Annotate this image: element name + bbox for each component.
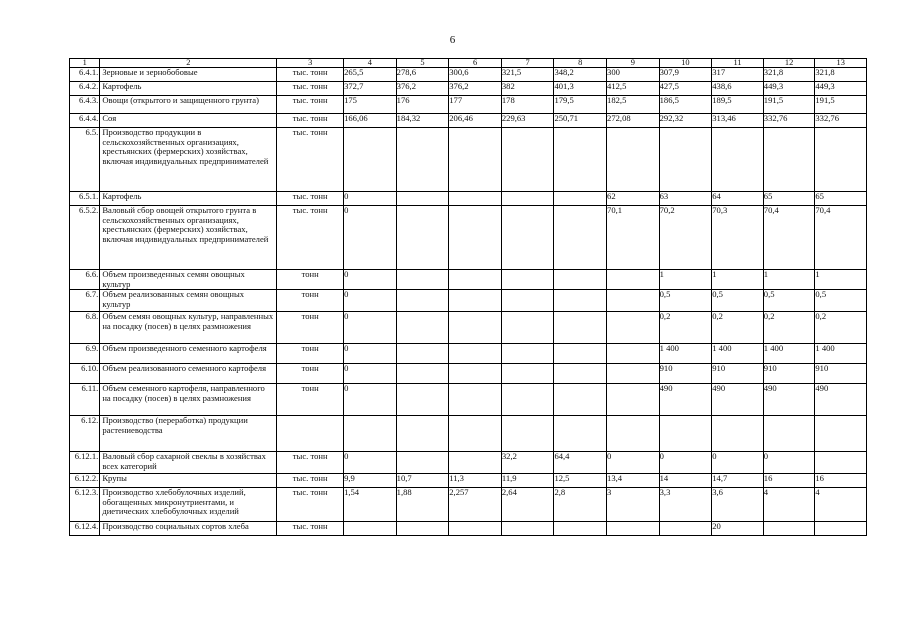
value-cell: 65 [763, 192, 815, 206]
value-cell [501, 312, 554, 344]
value-cell: 1 400 [712, 344, 764, 364]
table-row [70, 344, 867, 364]
value-cell: 0 [659, 452, 712, 474]
value-cell [396, 364, 449, 384]
value-cell [396, 128, 449, 192]
table-row [70, 68, 867, 82]
value-cell: 0 [344, 206, 397, 270]
value-cell: 321,8 [763, 68, 815, 82]
unit-cell: тонн [277, 384, 344, 416]
table-row [70, 192, 867, 206]
value-cell [344, 522, 397, 536]
column-header: 4 [344, 59, 397, 68]
table-row [70, 488, 867, 522]
value-cell [659, 128, 712, 192]
value-cell: 16 [815, 474, 867, 488]
unit-cell: тыс. тонн [277, 488, 344, 522]
value-cell: 13,4 [607, 474, 660, 488]
data-table [69, 58, 867, 536]
value-cell [659, 522, 712, 536]
value-cell: 182,5 [607, 96, 660, 114]
unit-cell: тонн [277, 344, 344, 364]
value-cell [396, 452, 449, 474]
value-cell: 278,6 [396, 68, 449, 82]
value-cell: 321,8 [815, 68, 867, 82]
value-cell: 376,2 [396, 82, 449, 96]
value-cell: 490 [763, 384, 815, 416]
row-number: 6.4.3. [70, 96, 100, 114]
value-cell: 0 [344, 312, 397, 344]
value-cell: 382 [501, 82, 554, 96]
value-cell: 0 [344, 384, 397, 416]
value-cell: 4 [815, 488, 867, 522]
value-cell: 332,76 [815, 114, 867, 128]
value-cell: 16 [763, 474, 815, 488]
value-cell [449, 384, 502, 416]
row-number: 6.9. [70, 344, 100, 364]
unit-cell: тыс. тонн [277, 206, 344, 270]
value-cell: 376,2 [449, 82, 502, 96]
value-cell [607, 270, 660, 290]
value-cell: 166,06 [344, 114, 397, 128]
value-cell [501, 270, 554, 290]
value-cell: 0 [607, 452, 660, 474]
value-cell: 321,5 [501, 68, 554, 82]
value-cell: 191,5 [763, 96, 815, 114]
value-cell: 449,3 [763, 82, 815, 96]
value-cell [449, 128, 502, 192]
column-header: 3 [277, 59, 344, 68]
column-header: 5 [396, 59, 449, 68]
indicator-name: Производство хлебобулочных изделий, обогащенных микронутриентами, и диетических хлебобулочных изделий [100, 488, 277, 522]
value-cell: 3,6 [712, 488, 764, 522]
value-cell [815, 522, 867, 536]
value-cell [396, 206, 449, 270]
value-cell: 70,4 [763, 206, 815, 270]
column-header: 2 [100, 59, 277, 68]
value-cell [501, 416, 554, 452]
value-cell [396, 344, 449, 364]
value-cell [396, 312, 449, 344]
table-row [70, 114, 867, 128]
value-cell: 0,5 [712, 290, 764, 312]
column-header: 9 [607, 59, 660, 68]
value-cell: 910 [815, 364, 867, 384]
table-row [70, 270, 867, 290]
value-cell: 0,2 [659, 312, 712, 344]
value-cell: 4 [763, 488, 815, 522]
row-number: 6.12.2. [70, 474, 100, 488]
unit-cell: тыс. тонн [277, 128, 344, 192]
value-cell: 401,3 [554, 82, 607, 96]
value-cell [344, 416, 397, 452]
value-cell [607, 128, 660, 192]
value-cell [554, 522, 607, 536]
value-cell: 2,257 [449, 488, 502, 522]
value-cell: 65 [815, 192, 867, 206]
value-cell [449, 270, 502, 290]
value-cell: 0,2 [763, 312, 815, 344]
value-cell: 20 [712, 522, 764, 536]
value-cell [396, 192, 449, 206]
row-number: 6.12. [70, 416, 100, 452]
value-cell: 229,63 [501, 114, 554, 128]
indicator-name: Крупы [100, 474, 277, 488]
value-cell [815, 452, 867, 474]
column-header: 12 [763, 59, 815, 68]
value-cell [501, 384, 554, 416]
table-row [70, 312, 867, 344]
value-cell: 186,5 [659, 96, 712, 114]
indicator-name: Объем семенного картофеля, направленного на посадку (посев) в целях размножения [100, 384, 277, 416]
value-cell [554, 290, 607, 312]
value-cell [763, 522, 815, 536]
row-number: 6.4.1. [70, 68, 100, 82]
value-cell: 0 [763, 452, 815, 474]
value-cell: 332,76 [763, 114, 815, 128]
table-row [70, 128, 867, 192]
value-cell: 0 [344, 270, 397, 290]
value-cell: 176 [396, 96, 449, 114]
value-cell [554, 312, 607, 344]
indicator-name: Картофель [100, 192, 277, 206]
value-cell: 1 [815, 270, 867, 290]
value-cell [763, 416, 815, 452]
value-cell: 70,2 [659, 206, 712, 270]
row-number: 6.10. [70, 364, 100, 384]
value-cell: 265,5 [344, 68, 397, 82]
value-cell: 307,9 [659, 68, 712, 82]
value-cell: 64 [712, 192, 764, 206]
row-number: 6.12.4. [70, 522, 100, 536]
value-cell [449, 312, 502, 344]
unit-cell: тыс. тонн [277, 68, 344, 82]
value-cell: 427,5 [659, 82, 712, 96]
table-row [70, 416, 867, 452]
value-cell: 1 400 [659, 344, 712, 364]
value-cell: 412,5 [607, 82, 660, 96]
indicator-name: Валовый сбор овощей открытого грунта в сельскохозяйственных организациях, крестьянских (фермерских) хозяйствах, включая индивидуальных предпринимателей [100, 206, 277, 270]
row-number: 6.4.4. [70, 114, 100, 128]
value-cell [449, 522, 502, 536]
value-cell [501, 364, 554, 384]
value-cell: 32,2 [501, 452, 554, 474]
value-cell: 1,88 [396, 488, 449, 522]
column-header: 13 [815, 59, 867, 68]
value-cell: 11,3 [449, 474, 502, 488]
row-number: 6.12.3. [70, 488, 100, 522]
value-cell [344, 128, 397, 192]
unit-cell: тыс. тонн [277, 522, 344, 536]
row-number: 6.7. [70, 290, 100, 312]
value-cell [449, 364, 502, 384]
indicator-name: Производство продукции в сельскохозяйственных организациях, крестьянских (фермерских) хозяйствах, включая индивидуальных предпринимателей [100, 128, 277, 192]
table-row [70, 206, 867, 270]
unit-cell [277, 416, 344, 452]
row-number: 6.5. [70, 128, 100, 192]
unit-cell: тонн [277, 364, 344, 384]
column-header: 6 [449, 59, 502, 68]
unit-cell: тыс. тонн [277, 96, 344, 114]
value-cell: 0 [344, 344, 397, 364]
value-cell: 0,5 [659, 290, 712, 312]
value-cell [659, 416, 712, 452]
value-cell: 11,9 [501, 474, 554, 488]
value-cell [501, 192, 554, 206]
value-cell [554, 192, 607, 206]
unit-cell: тонн [277, 312, 344, 344]
indicator-name: Соя [100, 114, 277, 128]
value-cell [449, 344, 502, 364]
value-cell [815, 128, 867, 192]
value-cell: 490 [712, 384, 764, 416]
table-row [70, 290, 867, 312]
value-cell: 490 [815, 384, 867, 416]
value-cell [554, 128, 607, 192]
value-cell [501, 522, 554, 536]
unit-cell: тыс. тонн [277, 452, 344, 474]
unit-cell: тыс. тонн [277, 82, 344, 96]
value-cell: 2,8 [554, 488, 607, 522]
indicator-name: Объем произведенного семенного картофеля [100, 344, 277, 364]
value-cell: 0 [712, 452, 764, 474]
value-cell: 313,46 [712, 114, 764, 128]
row-number: 6.5.2. [70, 206, 100, 270]
value-cell: 12,5 [554, 474, 607, 488]
value-cell: 9,9 [344, 474, 397, 488]
table-row [70, 364, 867, 384]
value-cell: 10,7 [396, 474, 449, 488]
value-cell [449, 452, 502, 474]
value-cell: 1,54 [344, 488, 397, 522]
value-cell: 184,32 [396, 114, 449, 128]
column-header: 11 [712, 59, 764, 68]
value-cell [607, 312, 660, 344]
value-cell [607, 290, 660, 312]
indicator-name: Объем семян овощных культур, направленных на посадку (посев) в целях размножения [100, 312, 277, 344]
value-cell: 1 [712, 270, 764, 290]
value-cell [554, 270, 607, 290]
row-number: 6.5.1. [70, 192, 100, 206]
column-header: 1 [70, 59, 100, 68]
value-cell: 300,6 [449, 68, 502, 82]
table-row [70, 96, 867, 114]
value-cell: 191,5 [815, 96, 867, 114]
value-cell [554, 384, 607, 416]
value-cell: 64,4 [554, 452, 607, 474]
value-cell [396, 416, 449, 452]
page-number: 6 [449, 34, 456, 46]
value-cell [449, 192, 502, 206]
value-cell: 3 [607, 488, 660, 522]
value-cell [396, 270, 449, 290]
indicator-name: Производство (переработка) продукции растениеводства [100, 416, 277, 452]
value-cell: 63 [659, 192, 712, 206]
value-cell: 300 [607, 68, 660, 82]
value-cell [554, 364, 607, 384]
value-cell [815, 416, 867, 452]
value-cell: 178 [501, 96, 554, 114]
value-cell [501, 206, 554, 270]
value-cell [607, 416, 660, 452]
value-cell: 1 400 [815, 344, 867, 364]
value-cell [607, 522, 660, 536]
value-cell [396, 290, 449, 312]
value-cell [554, 344, 607, 364]
row-number: 6.12.1. [70, 452, 100, 474]
column-header: 8 [554, 59, 607, 68]
value-cell: 70,3 [712, 206, 764, 270]
value-cell: 177 [449, 96, 502, 114]
value-cell: 206,46 [449, 114, 502, 128]
value-cell [763, 128, 815, 192]
value-cell: 292,32 [659, 114, 712, 128]
value-cell: 438,6 [712, 82, 764, 96]
value-cell [501, 290, 554, 312]
indicator-name: Зерновые и зернобобовые [100, 68, 277, 82]
value-cell: 449,3 [815, 82, 867, 96]
table-row [70, 522, 867, 536]
value-cell: 317 [712, 68, 764, 82]
value-cell: 0 [344, 192, 397, 206]
value-cell: 70,1 [607, 206, 660, 270]
value-cell [396, 384, 449, 416]
value-cell: 0,2 [712, 312, 764, 344]
indicator-name: Объем произведенных семян овощных культур [100, 270, 277, 290]
column-header: 10 [659, 59, 712, 68]
value-cell [501, 344, 554, 364]
value-cell: 1 [659, 270, 712, 290]
value-cell: 14 [659, 474, 712, 488]
value-cell: 0 [344, 290, 397, 312]
value-cell: 0,5 [815, 290, 867, 312]
value-cell: 2,64 [501, 488, 554, 522]
unit-cell: тонн [277, 290, 344, 312]
value-cell [554, 206, 607, 270]
unit-cell: тонн [277, 270, 344, 290]
value-cell: 910 [712, 364, 764, 384]
indicator-name: Картофель [100, 82, 277, 96]
value-cell: 3,3 [659, 488, 712, 522]
value-cell: 250,71 [554, 114, 607, 128]
value-cell: 272,08 [607, 114, 660, 128]
indicator-name: Объем реализованного семенного картофеля [100, 364, 277, 384]
row-number: 6.11. [70, 384, 100, 416]
value-cell: 0 [344, 452, 397, 474]
value-cell: 175 [344, 96, 397, 114]
indicator-name: Овощи (открытого и защищенного грунта) [100, 96, 277, 114]
unit-cell: тыс. тонн [277, 192, 344, 206]
value-cell [449, 290, 502, 312]
value-cell [712, 128, 764, 192]
value-cell: 70,4 [815, 206, 867, 270]
table-row [70, 82, 867, 96]
value-cell: 0,5 [763, 290, 815, 312]
column-header: 7 [501, 59, 554, 68]
value-cell [554, 416, 607, 452]
value-cell: 372,7 [344, 82, 397, 96]
value-cell: 910 [659, 364, 712, 384]
value-cell: 189,5 [712, 96, 764, 114]
value-cell: 348,2 [554, 68, 607, 82]
indicator-name: Объем реализованных семян овощных культур [100, 290, 277, 312]
value-cell: 179,5 [554, 96, 607, 114]
value-cell [607, 344, 660, 364]
unit-cell: тыс. тонн [277, 474, 344, 488]
value-cell [449, 416, 502, 452]
table-row [70, 474, 867, 488]
value-cell: 62 [607, 192, 660, 206]
table-row [70, 384, 867, 416]
value-cell [396, 522, 449, 536]
indicator-name: Валовый сбор сахарной свеклы в хозяйствах всех категорий [100, 452, 277, 474]
value-cell: 490 [659, 384, 712, 416]
value-cell [449, 206, 502, 270]
row-number: 6.8. [70, 312, 100, 344]
value-cell [607, 364, 660, 384]
value-cell: 1 [763, 270, 815, 290]
value-cell [712, 416, 764, 452]
row-number: 6.6. [70, 270, 100, 290]
unit-cell: тыс. тонн [277, 114, 344, 128]
table-header-row [70, 59, 867, 68]
table-row [70, 452, 867, 474]
indicator-name: Производство социальных сортов хлеба [100, 522, 277, 536]
value-cell [501, 128, 554, 192]
value-cell: 1 400 [763, 344, 815, 364]
value-cell: 910 [763, 364, 815, 384]
value-cell [607, 384, 660, 416]
value-cell: 0 [344, 364, 397, 384]
value-cell: 0,2 [815, 312, 867, 344]
row-number: 6.4.2. [70, 82, 100, 96]
value-cell: 14,7 [712, 474, 764, 488]
